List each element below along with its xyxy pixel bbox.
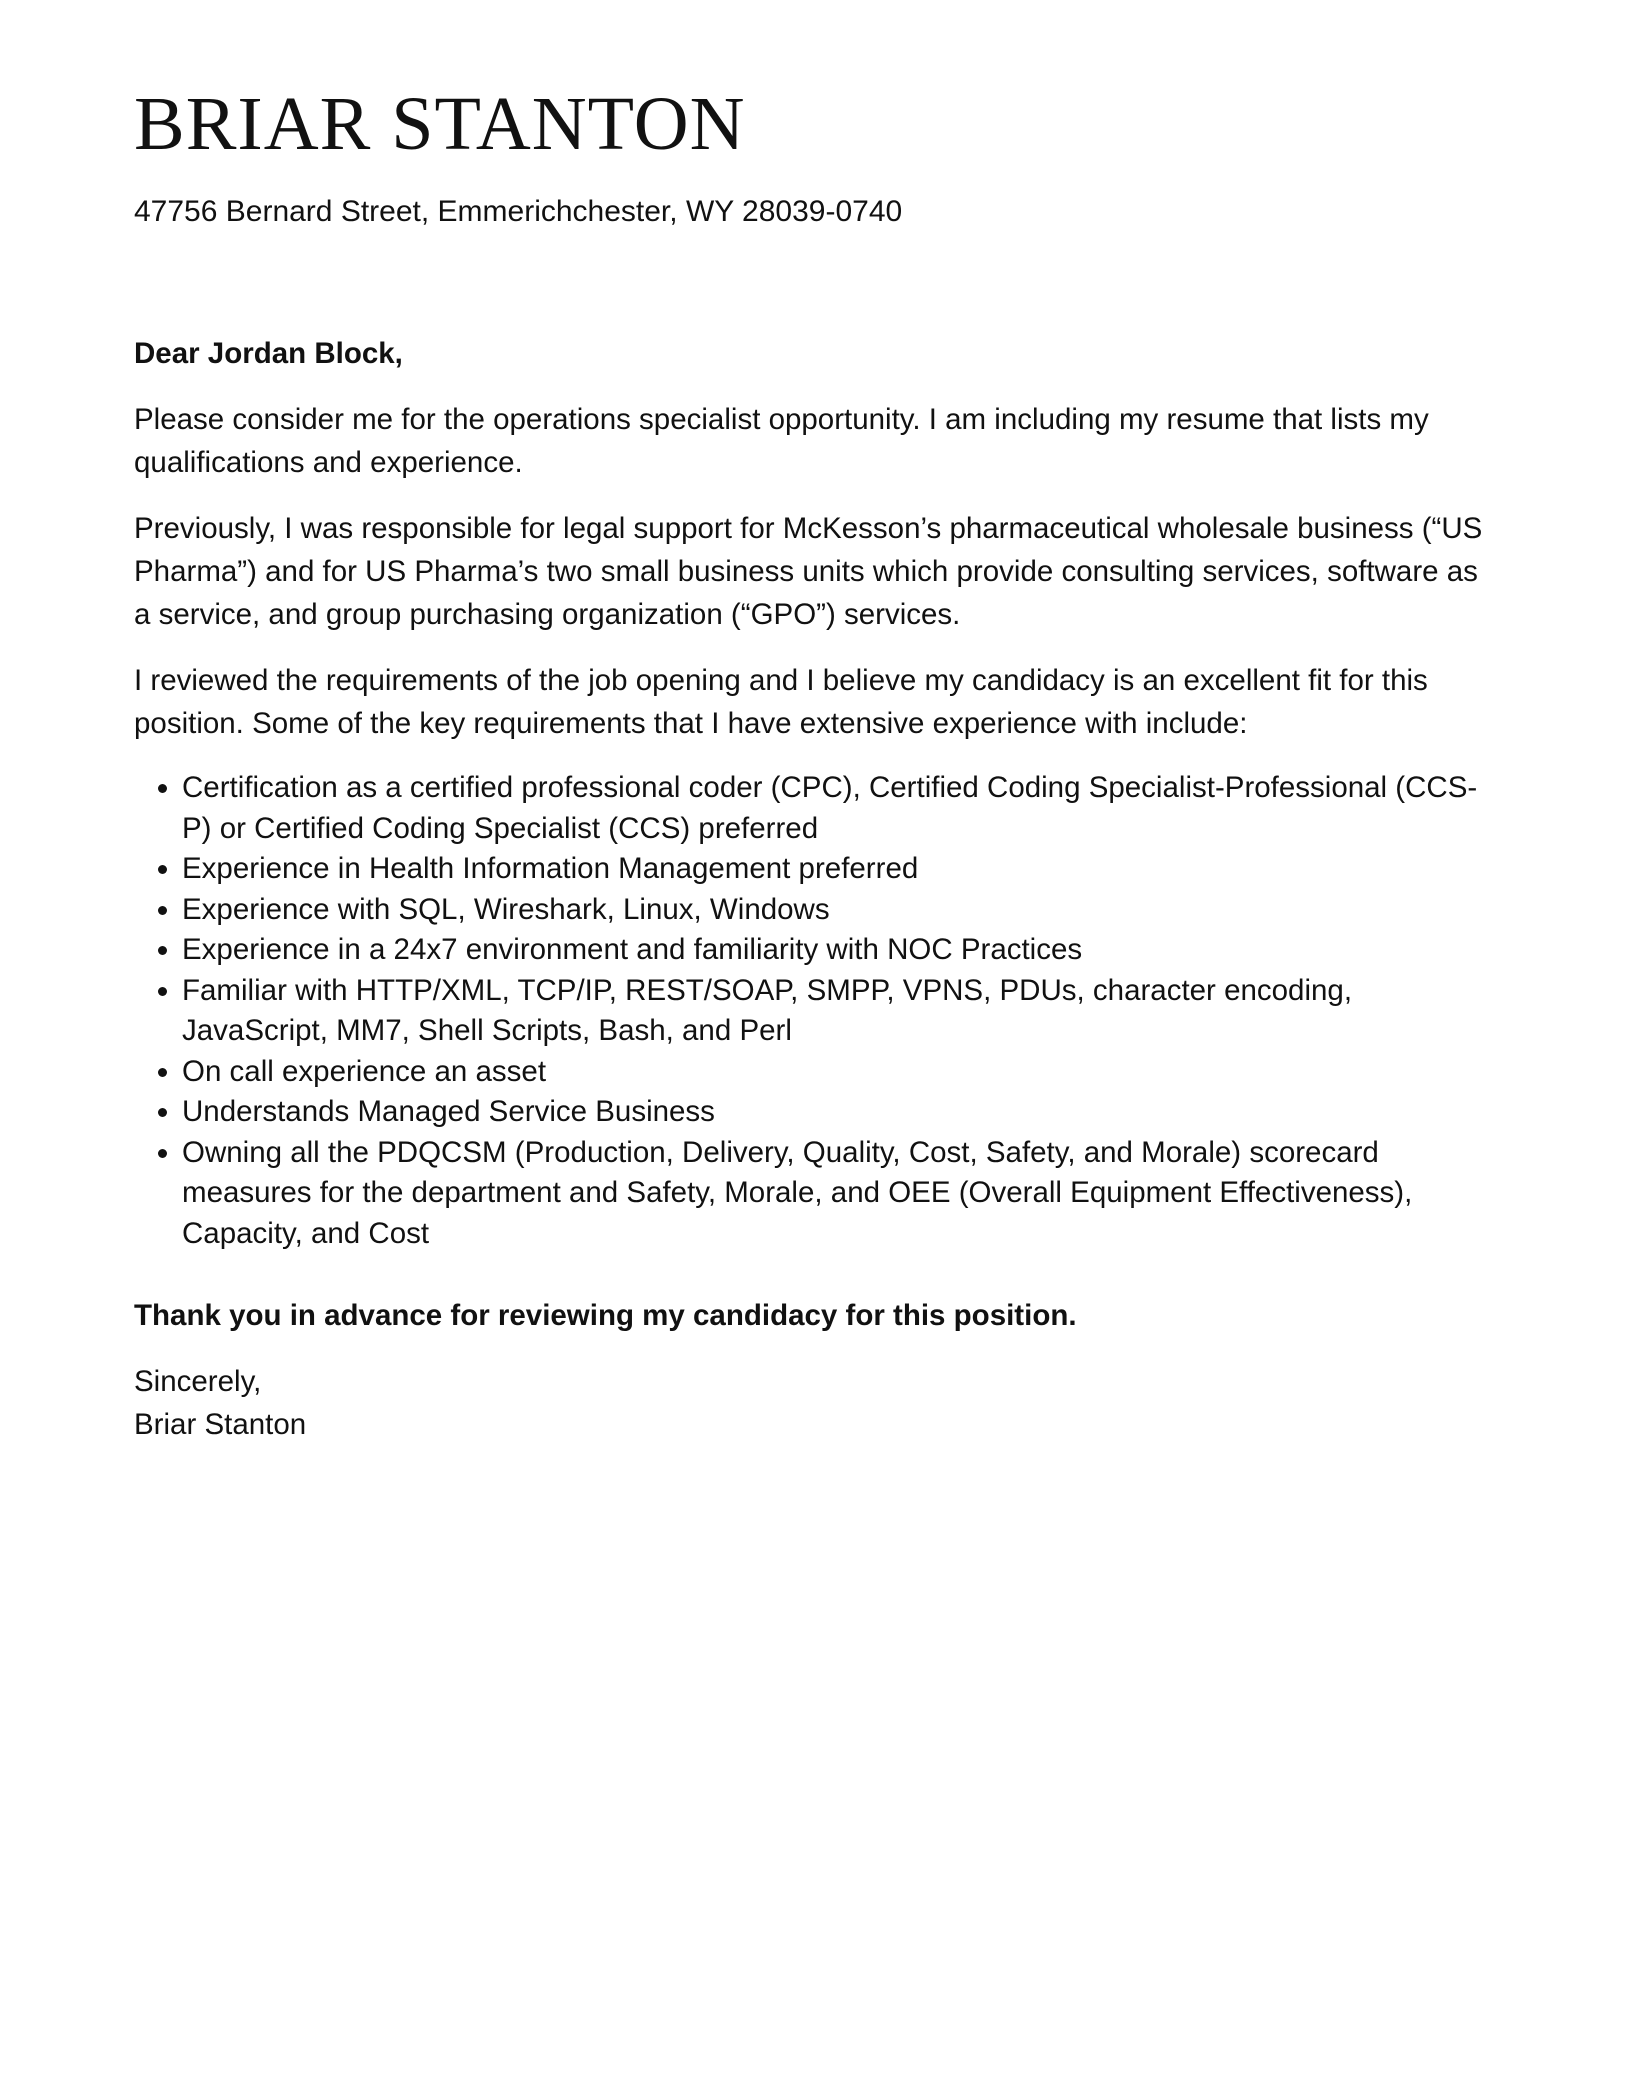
closing: Sincerely, bbox=[134, 1365, 262, 1398]
applicant-name: BRIAR STANTON bbox=[134, 82, 746, 166]
list-item: • Understands Managed Service Business bbox=[182, 1092, 1498, 1133]
letter-body bbox=[134, 332, 1498, 1446]
applicant-address: 47756 Bernard Street, Emmerichchester, WY 28039-0740 bbox=[134, 195, 903, 228]
list-item: • Experience with SQL, Wireshark, Linux, Windows bbox=[182, 890, 1498, 931]
list-item: • Experience in a 24x7 environment and familiarity with NOC Practices bbox=[182, 930, 1498, 971]
paragraph-requirements-intro: I reviewed the requirements of the job opening and I believe my candidacy is an excellent fit for this position. Some of the key requirements that I have extensive experience with include: bbox=[134, 664, 1428, 740]
signature-name: Briar Stanton bbox=[134, 1408, 307, 1441]
list-item: • Owning all the PDQCSM (Production, Delivery, Quality, Cost, Safety, and Morale) scorecard measures for the department and Safety, Morale, and OEE (Overall Equipment Effectiveness), Capacity, and Cost bbox=[182, 1133, 1498, 1255]
paragraph-intro: Please consider me for the operations specialist opportunity. I am including my resume that lists my qualifications and experience. bbox=[134, 403, 1429, 479]
list-item: • On call experience an asset bbox=[182, 1052, 1498, 1093]
thank-you-line: Thank you in advance for reviewing my candidacy for this position. bbox=[134, 1299, 1077, 1332]
paragraph-experience: Previously, I was responsible for legal support for McKesson’s pharmaceutical wholesale business (“US Pharma”) and for US Pharma’s two small business units which provide consulting services, software as a service, and group purchasing organization (“GPO”) services. bbox=[134, 512, 1483, 631]
requirements-list bbox=[134, 768, 1498, 1254]
list-item: • Familiar with HTTP/XML, TCP/IP, REST/SOAP, SMPP, VPNS, PDUs, character encoding, JavaScript, MM7, Shell Scripts, Bash, and Perl bbox=[182, 971, 1498, 1052]
salutation: Dear Jordan Block, bbox=[134, 337, 403, 370]
list-item: • Experience in Health Information Management preferred bbox=[182, 849, 1498, 890]
list-item: • Certification as a certified professional coder (CPC), Certified Coding Specialist-Professional (CCS-P) or Certified Coding Specialist (CCS) preferred bbox=[182, 768, 1498, 849]
